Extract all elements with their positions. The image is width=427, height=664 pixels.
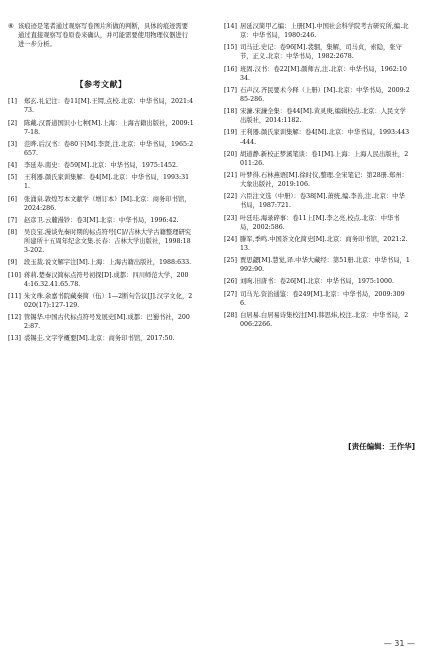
right-column xyxy=(224,22,410,332)
reference-number: [17] xyxy=(224,86,237,94)
reference-item xyxy=(8,334,194,343)
reference-text: 蒋莉.楚秦汉简标点符号初探[D].成都：四川师范大学，2004:16.32.41.65.78. xyxy=(24,271,189,288)
reference-number: [4] xyxy=(8,162,17,170)
reference-text: 司马迁.史记：卷96[M].裴骃，集解，司马贞，索隐，张守节，正义.北京：中华书局，1982:2678. xyxy=(240,44,402,61)
references-heading: 【参考文献】 xyxy=(75,80,127,90)
reference-item xyxy=(8,313,194,331)
reference-number: [24] xyxy=(224,235,237,243)
reference-number: [11] xyxy=(8,292,21,300)
reference-item xyxy=(8,271,194,289)
reference-list-right xyxy=(224,22,410,329)
page-number: — 31 — xyxy=(383,639,415,648)
reference-number: [10] xyxy=(8,271,21,279)
reference-item xyxy=(8,292,194,310)
footnote-mark: ⑥ xyxy=(8,23,14,30)
reference-item xyxy=(8,216,194,225)
reference-number: [2] xyxy=(8,119,17,127)
reference-text: 张涌泉.敦煌写本文献学（增订本）[M].北京：商务印书馆，2024:286. xyxy=(24,195,191,212)
reference-item xyxy=(224,22,410,40)
reference-number: [23] xyxy=(224,214,237,222)
reference-item xyxy=(224,214,410,232)
reference-number: [5] xyxy=(8,174,17,182)
reference-item xyxy=(224,65,410,83)
reference-number: [21] xyxy=(224,171,237,179)
reference-text: 班固.汉书：卷22[M].颜师古,注.北京：中华书局，1962:1034. xyxy=(240,65,407,82)
reference-text: 滕军,季鸣.中国茶文化简史[M].北京：商务印书馆，2021:2.13. xyxy=(240,235,408,252)
reference-number: [7] xyxy=(8,216,17,224)
reference-number: [14] xyxy=(224,23,237,30)
reference-item xyxy=(224,311,410,329)
reference-list-left xyxy=(8,97,194,343)
reference-text: 段玉裁.说文解字注[M].上海：上海古籍出版社，1988:633. xyxy=(24,259,192,267)
reference-number: [18] xyxy=(224,108,237,116)
reference-item xyxy=(224,235,410,253)
reference-text: 吴良宝.漫谈先秦时期的标点符号[C]//吉林大学古籍整理研究所建所十五周年纪念文集.长春：吉林大学出版社，1998:183-202. xyxy=(24,229,192,255)
reference-text: 陈戴.汉晋道国识小七种[M].上海：上海古籍出版社，2009:17-18. xyxy=(24,119,194,136)
reference-item xyxy=(8,119,194,137)
reference-number: [15] xyxy=(224,44,237,52)
reference-number: [22] xyxy=(224,193,237,201)
reference-text: 贾思勰[M].慧觉,译.中华大藏经：第51册.北京：中华书局，1992:90. xyxy=(240,257,410,274)
responsible-editor: [责任编辑：王作华] xyxy=(348,442,415,451)
reference-item xyxy=(224,43,410,61)
reference-number: [13] xyxy=(8,335,21,343)
reference-item xyxy=(224,192,410,210)
reference-text: 居延汉简甲乙编：上册[M].中国社会科学院考古研究所,编.北京：中华书局，1980:246. xyxy=(240,23,409,40)
reference-text: 郑玄.礼记注：卷11[M].王锷,点校.北京：中华书局，2021:473. xyxy=(24,98,194,115)
reference-text: 叶廷珪.海录碎事：卷11上[M].李之亮,校点.北京：中华书局，2002:586. xyxy=(240,214,400,231)
reference-item xyxy=(8,228,194,255)
reference-item xyxy=(8,97,194,115)
reference-text: 李延寿.南史：卷59[M].北京：中华书局，1975:1452. xyxy=(24,162,179,170)
reference-text: 石声汉.齐民要术今释（上册）[M].北京：中华书局，2009:285-286. xyxy=(240,86,410,103)
reference-text: 司马光.资治通鉴：卷249[M].北京：中华书局，2009:3096. xyxy=(240,290,405,307)
reference-text: 叶梦得.石林燕语[M].徐时仪,整理.全宋笔记：第28册.郑州：大象出版社，2019:106. xyxy=(240,171,408,189)
footnote-text: 该痕迹是笔者通过观察写卷图片所做的判断，具体的痕迹需要通过直接观察写卷原卷来确认，并可能需要使用物理仪器进行进一步分析。 xyxy=(18,23,189,49)
reference-item xyxy=(224,150,410,168)
reference-number: [9] xyxy=(8,259,17,267)
reference-item xyxy=(224,86,410,104)
reference-item xyxy=(224,128,410,146)
reference-item xyxy=(224,290,410,308)
reference-number: [1] xyxy=(8,98,17,106)
reference-text: 宋濂.宋濂全集：卷44[M].黄灵庚,编辑校点.北京：人民文学出版社，2014:1182. xyxy=(240,108,406,125)
reference-text: 范晔.后汉书：卷80下[M].李贤,注.北京：中华书局，1965:2657. xyxy=(24,140,194,157)
reference-text: 白居易.白居易诗集校注[M].韩思炜,校注.北京：中华书局，2006:2266. xyxy=(240,311,409,328)
reference-text: 六臣注文选（中册）：卷38[M].萧统,编.李善,注.北京：中华书局，1987:721. xyxy=(240,193,405,210)
reference-number: [3] xyxy=(8,140,17,148)
reference-item xyxy=(8,161,194,170)
reference-text: 王利器.颜氏家训集解：卷4[M].北京：中华书局，1993:443-444. xyxy=(240,129,410,146)
reference-number: [26] xyxy=(224,278,237,286)
reference-item xyxy=(224,107,410,125)
footnote xyxy=(8,22,194,49)
reference-number: [20] xyxy=(224,150,237,158)
reference-number: [8] xyxy=(8,229,17,237)
reference-item xyxy=(224,256,410,274)
reference-number: [16] xyxy=(224,65,237,73)
reference-number: [27] xyxy=(224,290,237,298)
reference-text: 裘锡圭.文字学概要[M].北京：商务印书馆，2017:50. xyxy=(24,335,175,343)
reference-number: [28] xyxy=(224,311,237,319)
reference-number: [19] xyxy=(224,129,237,137)
reference-text: 胡道静.新校正梦溪笔谈：卷1[M].上海：上海人民出版社，2011:26. xyxy=(240,150,409,167)
reference-number: [6] xyxy=(8,195,17,203)
reference-item xyxy=(224,277,410,286)
reference-number: [25] xyxy=(224,257,237,265)
left-column xyxy=(8,22,194,347)
reference-text: 朱文珠.余嘉书院藏秦简（伍）1—2断句告议[J].汉字文化，2020(17):127-129. xyxy=(24,292,193,309)
reference-item xyxy=(224,171,410,189)
reference-item xyxy=(8,173,194,191)
reference-text: 管锡华.中国古代标点符号发展史[M].成都：巴蜀书社，2002:87. xyxy=(24,314,190,331)
reference-text: 王利器.颜氏家训集解：卷4[M].北京：中华书局，1993:311. xyxy=(24,174,190,191)
reference-text: 刘昫.旧唐书：卷26[M].北京：中华书局，1975:1000. xyxy=(240,278,395,286)
reference-item xyxy=(8,258,194,267)
reference-number: [12] xyxy=(8,314,21,322)
reference-item xyxy=(8,195,194,213)
reference-item xyxy=(8,140,194,158)
reference-text: 赵彦卫.云麓漫钞：卷3[M].北京：中华书局，1996:42. xyxy=(24,216,179,224)
